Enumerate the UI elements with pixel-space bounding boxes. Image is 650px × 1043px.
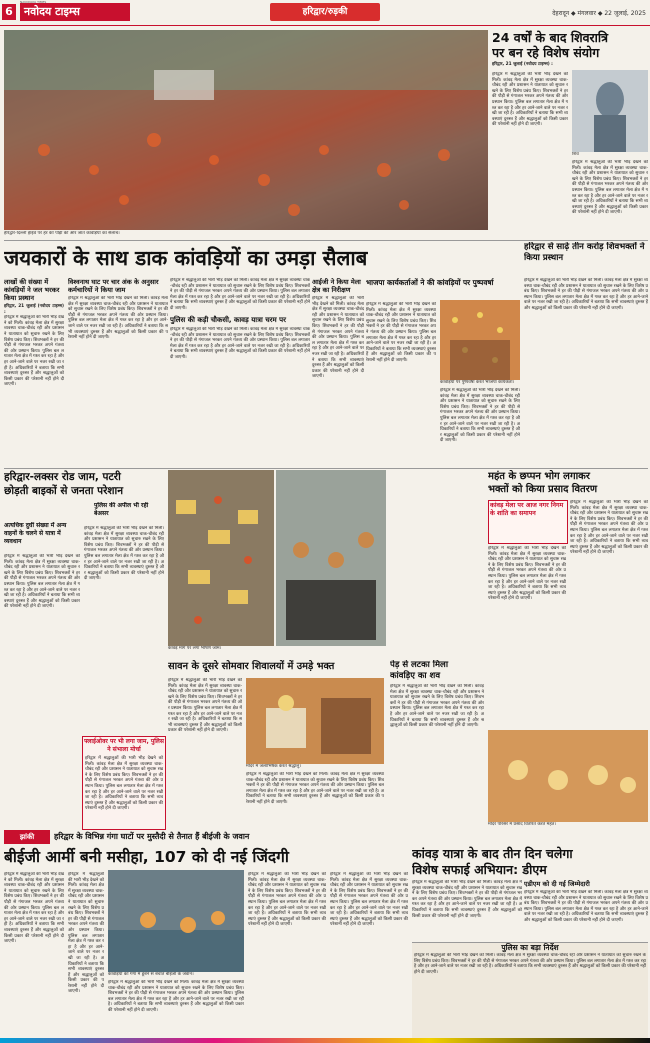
mahant-body-1: हरिद्वार में श्रद्धालुओं की भारी भीड़ देखने को मिली। कांवड़ मेला क्षेत्र में सुरक्षा व्यवस्था चाक-चौबंद रही और प्रशासन ने यातायात को सुचारु रखने के लिए विशेष प्रबंध किए। शिवभक्तों ने हर की पौड़ी से गंगाजल भरकर अपने गंतव्य की ओर प्रस्थान किया। पुलिस बल लगातार मेला क्षेत्र में गश्त कर रहा है और हर आने-जाने वाले पर नजर रखी जा रही है। अधिकारियों ने बताया कि सभी व्यवस्थाएं दुरुस्त हैं और श्रद्धालुओं को किसी प्रकार की परेशानी नहीं होने दी जाएगी।	[488, 546, 566, 602]
traffic-headline-2: छोड़ती बाइकों से जनता परेशान	[4, 485, 124, 497]
tree-headline-1: पेड़ से लटका मिला	[390, 660, 449, 670]
date-line: देहरादून ◆ मंगलवार ◆ 22 जुलाई, 2025	[552, 10, 646, 17]
temple-image	[246, 678, 384, 764]
paper-name-text: नवोदय टाइम्स	[24, 5, 80, 18]
mahant-headline-1: महंत के छप्पन भोग लगाकर	[488, 471, 590, 482]
footer-strip	[0, 1038, 650, 1043]
shivratri-headline-2: पर बन रहे विशेष संयोग	[492, 45, 600, 60]
beg-body-1: हरिद्वार में श्रद्धालुओं की भारी भीड़ देखने को मिली। कांवड़ मेला क्षेत्र में सुरक्षा व्यवस्था चाक-चौबंद रही और प्रशासन ने यातायात को सुचारु रखने के लिए विशेष प्रबंध किए। शिवभक्तों ने हर की पौड़ी से गंगाजल भरकर अपने गंतव्य की ओर प्रस्थान किया। पुलिस बल लगातार मेला क्षेत्र में गश्त कर रहा है और हर आने-जाने वाले पर नजर रखी जा रही है। अधिकारियों ने बताया कि सभी व्यवस्थाएं दुरुस्त हैं और श्रद्धालुओं को किसी प्रकार की परेशानी नहीं होने दी जाएगी।	[4, 872, 64, 945]
edition-text: हरिद्वार/रुड़की	[302, 7, 348, 17]
lead-col-1	[4, 278, 64, 460]
divider-1	[4, 240, 648, 241]
traffic-caption: कांवड़ मार्ग पर लगा भीषण जाम।	[168, 646, 222, 651]
bjp-story	[366, 278, 520, 468]
lead-sub-1: लाखों की संख्या में कांवड़ियों ने जल भरकर किया प्रस्थान	[4, 278, 60, 302]
clean-headline-2: विशेष सफाई अभियान: डीएम	[412, 862, 547, 877]
traffic-photo	[168, 470, 274, 646]
beg-body-2: हरिद्वार में श्रद्धालुओं की भारी भीड़ देखने को मिली। कांवड़ मेला क्षेत्र में सुरक्षा व्यवस्था चाक-चौबंद रही और प्रशासन ने यातायात को सुचारु रखने के लिए विशेष प्रबंध किए। शिवभक्तों ने हर की पौड़ी से गंगाजल भरकर अपने गंतव्य की ओर प्रस्थान किया। पुलिस बल लगातार मेला क्षेत्र में गश्त कर रहा है और हर आने-जाने वाले पर नजर रखी जा रही है। अधिकारियों ने बताया कि सभी व्यवस्थाएं दुरुस्त हैं और श्रद्धालुओं को किसी प्रकार की परेशानी नहीं होने दी जाएगी।	[68, 872, 104, 995]
traffic-story	[4, 470, 164, 730]
sawan-story	[168, 660, 384, 828]
lead-body-2: हरिद्वार में श्रद्धालुओं की भारी भीड़ देखने को मिली। कांवड़ मेला क्षेत्र में सुरक्षा व्यवस्था चाक-चौबंद रही और प्रशासन ने यातायात को सुचारु रखने के लिए विशेष प्रबंध किए। शिवभक्तों ने हर की पौड़ी से गंगाजल भरकर अपने गंतव्य की ओर प्रस्थान किया। पुलिस बल लगातार मेला क्षेत्र में गश्त कर रहा है और हर आने-जाने वाले पर नजर रखी जा रही है। अधिकारियों ने बताया कि सभी व्यवस्थाएं दुरुस्त हैं और श्रद्धालुओं को किसी प्रकार की परेशानी नहीं होने दी जाएगी।	[68, 296, 168, 341]
lead-body-5: हरिद्वार में श्रद्धालुओं की भारी भीड़ देखने को मिली। कांवड़ मेला क्षेत्र में सुरक्षा व्यवस्था चाक-चौबंद रही और प्रशासन ने यातायात को सुचारु रखने के लिए विशेष प्रबंध किए। शिवभक्तों ने हर की पौड़ी से गंगाजल भरकर अपने गंतव्य की ओर प्रस्थान किया। पुलिस बल लगातार मेला क्षेत्र में गश्त कर रहा है और हर आने-जाने वाले पर नजर रखी जा रही है। अधिकारियों ने बताया कि सभी व्यवस्थाएं दुरुस्त हैं और श्रद्धालुओं को किसी प्रकार की परेशानी नहीं होने दी जाएगी।	[312, 296, 364, 380]
lead-dateline: हरिद्वार, 21 जुलाई (नवोदय टाइम्स) :	[4, 304, 64, 315]
tree-body: हरिद्वार में श्रद्धालुओं की भारी भीड़ देखने को मिली। कांवड़ मेला क्षेत्र में सुरक्षा व्यवस्था चाक-चौबंद रही और प्रशासन ने यातायात को सुचारु रखने के लिए विशेष प्रबंध किए। शिवभक्तों ने हर की पौड़ी से गंगाजल भरकर अपने गंतव्य की ओर प्रस्थान किया। पुलिस बल लगातार मेला क्षेत्र में गश्त कर रहा है और हर आने-जाने वाले पर नजर रखी जा रही है। अधिकारियों ने बताया कि सभी व्यवस्थाएं दुरुस्त हैं और श्रद्धालुओं को किसी प्रकार की परेशानी नहीं होने दी जाएगी।	[390, 684, 484, 729]
flower-shower-image	[440, 300, 520, 380]
clean-box-title: पुलिस का बड़ा निर्देश	[501, 943, 559, 952]
shiva-photo	[572, 70, 648, 152]
police-box	[82, 736, 166, 830]
clean-body-1: हरिद्वार में श्रद्धालुओं की भारी भीड़ देखने को मिली। कांवड़ मेला क्षेत्र में सुरक्षा व्यवस्था चाक-चौबंद रही और प्रशासन ने यातायात को सुचारु रखने के लिए विशेष प्रबंध किए। शिवभक्तों ने हर की पौड़ी से गंगाजल भरकर अपने गंतव्य की ओर प्रस्थान किया। पुलिस बल लगातार मेला क्षेत्र में गश्त कर रहा है और हर आने-जाने वाले पर नजर रखी जा रही है। अधिकारियों ने बताया कि सभी व्यवस्थाएं दुरुस्त हैं और श्रद्धालुओं को किसी प्रकार की परेशानी नहीं होने दी जाएगी।	[412, 880, 522, 919]
sawan-photo	[246, 678, 384, 764]
mahant-body-2: हरिद्वार में श्रद्धालुओं की भारी भीड़ देखने को मिली। कांवड़ मेला क्षेत्र में सुरक्षा व्यवस्था चाक-चौबंद रही और प्रशासन ने यातायात को सुचारु रखने के लिए विशेष प्रबंध किए। शिवभक्तों ने हर की पौड़ी से गंगाजल भरकर अपने गंतव्य की ओर प्रस्थान किया। पुलिस बल लगातार मेला क्षेत्र में गश्त कर रहा है और हर आने-जाने वाले पर नजर रखी जा रही है। अधिकारियों ने बताया कि सभी व्यवस्थाएं दुरुस्त हैं और श्रद्धालुओं को किसी प्रकार की परेशानी नहीं होने दी जाएगी।	[570, 500, 648, 556]
jhanki-strip	[4, 830, 488, 844]
crore-story	[524, 242, 648, 467]
mahant-story	[488, 470, 648, 728]
traffic-photo-2	[276, 470, 386, 646]
lead-sub-4: आईजी ने किया मेला क्षेत्र का निरीक्षण	[312, 278, 361, 294]
bjp-photo	[440, 300, 520, 380]
lead-body-3: हरिद्वार में श्रद्धालुओं की भारी भीड़ देखने को मिली। कांवड़ मेला क्षेत्र में सुरक्षा व्यवस्था चाक-चौबंद रही और प्रशासन ने यातायात को सुचारु रखने के लिए विशेष प्रबंध किए। शिवभक्तों ने हर की पौड़ी से गंगाजल भरकर अपने गंतव्य की ओर प्रस्थान किया। पुलिस बल लगातार मेला क्षेत्र में गश्त कर रहा है और हर आने-जाने वाले पर नजर रखी जा रही है। अधिकारियों ने बताया कि सभी व्यवस्थाएं दुरुस्त हैं और श्रद्धालुओं को किसी प्रकार की परेशानी नहीं होने दी जाएगी।	[170, 278, 310, 311]
shiva-statue-image	[572, 70, 648, 152]
clean-box-body: हरिद्वार में श्रद्धालुओं की भारी भीड़ देखने को मिली। कांवड़ मेला क्षेत्र में सुरक्षा व्यवस्था चाक-चौबंद रही और प्रशासन ने यातायात को सुचारु रखने के लिए विशेष प्रबंध किए। शिवभक्तों ने हर की पौड़ी से गंगाजल भरकर अपने गंतव्य की ओर प्रस्थान किया। पुलिस बल लगातार मेला क्षेत्र में गश्त कर रहा है और हर आने-जाने वाले पर नजर रखी जा रही है। अधिकारियों ने बताया कि सभी व्यवस्थाएं दुरुस्त हैं और श्रद्धालुओं को किसी प्रकार की परेशानी नहीं होने दी जाएगी।	[414, 953, 646, 975]
masthead	[0, 0, 650, 26]
shivratri-headline-1: 24 वर्षों के बाद शिवरात्रि	[492, 30, 609, 45]
jhanki-text: हरिद्वार के विभिन्न गंगा घाटों पर मुस्तैदी से तैनात हैं बीईजी के जवान	[54, 832, 250, 841]
sawan-body-1: हरिद्वार में श्रद्धालुओं की भारी भीड़ देखने को मिली। कांवड़ मेला क्षेत्र में सुरक्षा व्यवस्था चाक-चौबंद रही और प्रशासन ने यातायात को सुचारु रखने के लिए विशेष प्रबंध किए। शिवभक्तों ने हर की पौड़ी से गंगाजल भरकर अपने गंतव्य की ओर प्रस्थान किया। पुलिस बल लगातार मेला क्षेत्र में गश्त कर रहा है और हर आने-जाने वाले पर नजर रखी जा रही है। अधिकारियों ने बताया कि सभी व्यवस्थाएं दुरुस्त हैं और श्रद्धालुओं को किसी प्रकार की परेशानी नहीं होने दी जाएगी।	[168, 678, 242, 734]
lead-headline-wrap	[4, 242, 484, 276]
crore-body: हरिद्वार में श्रद्धालुओं की भारी भीड़ देखने को मिली। कांवड़ मेला क्षेत्र में सुरक्षा व्यवस्था चाक-चौबंद रही और प्रशासन ने यातायात को सुचारु रखने के लिए विशेष प्रबंध किए। शिवभक्तों ने हर की पौड़ी से गंगाजल भरकर अपने गंतव्य की ओर प्रस्थान किया। पुलिस बल लगातार मेला क्षेत्र में गश्त कर रहा है और हर आने-जाने वाले पर नजर रखी जा रही है। अधिकारियों ने बताया कि सभी व्यवस्थाएं दुरुस्त हैं और श्रद्धालुओं को किसी प्रकार की परेशानी नहीं होने दी जाएगी।	[524, 278, 648, 311]
sawan-body-2: हरिद्वार में श्रद्धालुओं की भारी भीड़ देखने को मिली। कांवड़ मेला क्षेत्र में सुरक्षा व्यवस्था चाक-चौबंद रही और प्रशासन ने यातायात को सुचारु रखने के लिए विशेष प्रबंध किए। शिवभक्तों ने हर की पौड़ी से गंगाजल भरकर अपने गंतव्य की ओर प्रस्थान किया। पुलिस बल लगातार मेला क्षेत्र में गश्त कर रहा है और हर आने-जाने वाले पर नजर रखी जा रही है। अधिकारियों ने बताया कि सभी व्यवस्थाएं दुरुस्त हैं और श्रद्धालुओं को किसी प्रकार की परेशानी नहीं होने दी जाएगी।	[246, 772, 384, 805]
bjp-caption: कांवड़ियों पर पुष्पवर्षा करते भाजपा कार्यकर्ता।	[440, 380, 515, 385]
mahant-subbox-text: कांवड़ मेला पर आज नगर निगम के शांति का समापन	[490, 502, 564, 517]
lead-col-4	[312, 278, 364, 460]
bikes-image	[276, 470, 386, 646]
traffic-headline-1: हरिद्वार-लक्सर रोड जाम, पटरी	[4, 471, 121, 483]
rescue-image	[108, 870, 244, 972]
police-box-body: हरिद्वार में श्रद्धालुओं की भारी भीड़ देखने को मिली। कांवड़ मेला क्षेत्र में सुरक्षा व्यवस्था चाक-चौबंद रही और प्रशासन ने यातायात को सुचारु रखने के लिए विशेष प्रबंध किए। शिवभक्तों ने हर की पौड़ी से गंगाजल भरकर अपने गंतव्य की ओर प्रस्थान किया। पुलिस बल लगातार मेला क्षेत्र में गश्त कर रहा है और हर आने-जाने वाले पर नजर रखी जा रही है। अधिकारियों ने बताया कि सभी व्यवस्थाएं दुरुस्त हैं और श्रद्धालुओं को किसी प्रकार की परेशानी नहीं होने दी जाएगी।	[85, 756, 163, 812]
sawan-caption: मंदिर में जलाभिषेक करते श्रद्धालु।	[246, 764, 302, 769]
bjp-body-2: हरिद्वार में श्रद्धालुओं की भारी भीड़ देखने को मिली। कांवड़ मेला क्षेत्र में सुरक्षा व्यवस्था चाक-चौबंद रही और प्रशासन ने यातायात को सुचारु रखने के लिए विशेष प्रबंध किए। शिवभक्तों ने हर की पौड़ी से गंगाजल भरकर अपने गंतव्य की ओर प्रस्थान किया। पुलिस बल लगातार मेला क्षेत्र में गश्त कर रहा है और हर आने-जाने वाले पर नजर रखी जा रही है। अधिकारियों ने बताया कि सभी व्यवस्थाएं दुरुस्त हैं और श्रद्धालुओं को किसी प्रकार की परेशानी नहीं होने दी जाएगी।	[440, 388, 520, 444]
divider-2	[4, 468, 648, 469]
shivratri-dateline: हरिद्वार, 21 जुलाई (नवोदय टाइम्स) :	[492, 62, 553, 67]
edition-label	[270, 3, 380, 21]
lead-headline: जयकारों के साथ डाक कांवड़ियों का उमड़ा सैलाब	[4, 246, 368, 270]
top-crowd-photo	[4, 30, 488, 230]
lead-col-3	[170, 278, 310, 460]
beg-photo	[108, 870, 244, 972]
crore-headline: हरिद्वार से साढ़े तीन करोड़ शिवभक्तों ने किया प्रस्थान	[524, 242, 645, 263]
beg-body-3: हरिद्वार में श्रद्धालुओं की भारी भीड़ देखने को मिली। कांवड़ मेला क्षेत्र में सुरक्षा व्यवस्था चाक-चौबंद रही और प्रशासन ने यातायात को सुचारु रखने के लिए विशेष प्रबंध किए। शिवभक्तों ने हर की पौड़ी से गंगाजल भरकर अपने गंतव्य की ओर प्रस्थान किया। पुलिस बल लगातार मेला क्षेत्र में गश्त कर रहा है और हर आने-जाने वाले पर नजर रखी जा रही है। अधिकारियों ने बताया कि सभी व्यवस्थाएं दुरुस्त हैं और श्रद्धालुओं को किसी प्रकार की परेशानी नहीं होने दी जाएगी।	[108, 980, 244, 1013]
page-number: 6	[2, 4, 16, 20]
beg-body-4: हरिद्वार में श्रद्धालुओं की भारी भीड़ देखने को मिली। कांवड़ मेला क्षेत्र में सुरक्षा व्यवस्था चाक-चौबंद रही और प्रशासन ने यातायात को सुचारु रखने के लिए विशेष प्रबंध किए। शिवभक्तों ने हर की पौड़ी से गंगाजल भरकर अपने गंतव्य की ओर प्रस्थान किया। पुलिस बल लगातार मेला क्षेत्र में गश्त कर रहा है और हर आने-जाने वाले पर नजर रखी जा रही है। अधिकारियों ने बताया कि सभी व्यवस्थाएं दुरुस्त हैं और श्रद्धालुओं को किसी प्रकार की परेशानी नहीं होने दी जाएगी।	[248, 872, 326, 928]
lead-sub-3: पुलिस की कड़ी चौकसी, कावड़ यात्रा चरम पर	[170, 316, 286, 324]
traffic-sub-2: अत्यधिक दुर्घी संख्या में अन्य वाहनों के चलने से यात्रा में व्यवधान	[4, 522, 67, 545]
beg-caption: कांवड़ियों को गंगा में डूबने से बचाते बीईजी के जवान।	[108, 972, 194, 977]
traffic-body-1: हरिद्वार में श्रद्धालुओं की भारी भीड़ देखने को मिली। कांवड़ मेला क्षेत्र में सुरक्षा व्यवस्था चाक-चौबंद रही और प्रशासन ने यातायात को सुचारु रखने के लिए विशेष प्रबंध किए। शिवभक्तों ने हर की पौड़ी से गंगाजल भरकर अपने गंतव्य की ओर प्रस्थान किया। पुलिस बल लगातार मेला क्षेत्र में गश्त कर रहा है और हर आने-जाने वाले पर नजर रखी जा रही है। अधिकारियों ने बताया कि सभी व्यवस्थाएं दुरुस्त हैं और श्रद्धालुओं को किसी प्रकार की परेशानी नहीं होने दी जाएगी।	[4, 554, 80, 610]
masthead-rule	[0, 25, 650, 26]
bjp-headline: भाजपा कार्यकर्ताओं ने की कांवड़ियों पर पुष्पवर्षा	[366, 278, 494, 287]
crowd-image	[4, 30, 488, 230]
mahant-photo	[488, 730, 648, 822]
traffic-sub-1: पुलिस की अपील भी रही बेअसर	[94, 502, 149, 517]
police-box-title: फ्लाईओवर पर भी लगा जाम, पुलिस ने संभाला मोर्चा	[84, 738, 164, 753]
beg-headline: बीईजी आर्मी बनी मसीहा, 107 को दी नई जिंदगी	[4, 848, 289, 866]
clean-headline-1: कांवड़ यात्रा के बाद तीन दिन चलेगा	[412, 846, 573, 861]
mahant-caption: मंदिर परिसर में प्रसाद वितरित करते महंत।	[488, 822, 556, 827]
shivratri-body-2: हरिद्वार में श्रद्धालुओं की भारी भीड़ देखने को मिली। कांवड़ मेला क्षेत्र में सुरक्षा व्यवस्था चाक-चौबंद रही और प्रशासन ने यातायात को सुचारु रखने के लिए विशेष प्रबंध किए। शिवभक्तों ने हर की पौड़ी से गंगाजल भरकर अपने गंतव्य की ओर प्रस्थान किया। पुलिस बल लगातार मेला क्षेत्र में गश्त कर रहा है और हर आने-जाने वाले पर नजर रखी जा रही है। अधिकारियों ने बताया कि सभी व्यवस्थाएं दुरुस्त हैं और श्रद्धालुओं को किसी प्रकार की परेशानी नहीं होने दी जाएगी।	[572, 160, 648, 216]
shiva-caption: शिव	[572, 152, 579, 157]
lead-sub-2: विश्वनाथ घाट पर चार अंक के अनुसार कर्मचारियों ने किया जाम	[68, 278, 159, 294]
prasad-image	[488, 730, 648, 822]
lead-col-2	[68, 278, 168, 460]
sawan-headline: सावन के दूसरे सोमवार शिवालयों में उमड़े भक्त	[168, 661, 335, 672]
cleanliness-story	[412, 846, 648, 1038]
shivratri-story	[492, 30, 648, 240]
mahant-headline-2: भक्तों को किया प्रसाद वितरण	[488, 484, 598, 495]
paper-small: NAVODAYA TIMES	[20, 0, 47, 4]
shivratri-body-1: हरिद्वार में श्रद्धालुओं की भारी भीड़ देखने को मिली। कांवड़ मेला क्षेत्र में सुरक्षा व्यवस्था चाक-चौबंद रही और प्रशासन ने यातायात को सुचारु रखने के लिए विशेष प्रबंध किए। शिवभक्तों ने हर की पौड़ी से गंगाजल भरकर अपने गंतव्य की ओर प्रस्थान किया। पुलिस बल लगातार मेला क्षेत्र में गश्त कर रहा है और हर आने-जाने वाले पर नजर रखी जा रही है। अधिकारियों ने बताया कि सभी व्यवस्थाएं दुरुस्त हैं और श्रद्धालुओं को किसी प्रकार की परेशानी नहीं होने दी जाएगी।	[492, 72, 568, 128]
beg-story	[4, 846, 408, 1038]
jhanki-label: झांकी	[4, 830, 50, 844]
traffic-jam-image	[168, 470, 274, 646]
mahant-subbox	[488, 500, 568, 544]
paper-name	[20, 3, 130, 21]
tree-headline-2: कांवड़िए का शव	[390, 671, 441, 681]
beg-body-5: हरिद्वार में श्रद्धालुओं की भारी भीड़ देखने को मिली। कांवड़ मेला क्षेत्र में सुरक्षा व्यवस्था चाक-चौबंद रही और प्रशासन ने यातायात को सुचारु रखने के लिए विशेष प्रबंध किए। शिवभक्तों ने हर की पौड़ी से गंगाजल भरकर अपने गंतव्य की ओर प्रस्थान किया। पुलिस बल लगातार मेला क्षेत्र में गश्त कर रहा है और हर आने-जाने वाले पर नजर रखी जा रही है। अधिकारियों ने बताया कि सभी व्यवस्थाएं दुरुस्त हैं और श्रद्धालुओं को किसी प्रकार की परेशानी नहीं होने दी जाएगी।	[330, 872, 408, 928]
clean-body-2: हरिद्वार में श्रद्धालुओं की भारी भीड़ देखने को मिली। कांवड़ मेला क्षेत्र में सुरक्षा व्यवस्था चाक-चौबंद रही और प्रशासन ने यातायात को सुचारु रखने के लिए विशेष प्रबंध किए। शिवभक्तों ने हर की पौड़ी से गंगाजल भरकर अपने गंतव्य की ओर प्रस्थान किया। पुलिस बल लगातार मेला क्षेत्र में गश्त कर रहा है और हर आने-जाने वाले पर नजर रखी जा रही है। अधिकारियों ने बताया कि सभी व्यवस्थाएं दुरुस्त हैं और श्रद्धालुओं को किसी प्रकार की परेशानी नहीं होने दी जाएगी।	[524, 890, 648, 923]
tree-story	[390, 660, 484, 828]
lead-body-1: हरिद्वार में श्रद्धालुओं की भारी भीड़ देखने को मिली। कांवड़ मेला क्षेत्र में सुरक्षा व्यवस्था चाक-चौबंद रही और प्रशासन ने यातायात को सुचारु रखने के लिए विशेष प्रबंध किए। शिवभक्तों ने हर की पौड़ी से गंगाजल भरकर अपने गंतव्य की ओर प्रस्थान किया। पुलिस बल लगातार मेला क्षेत्र में गश्त कर रहा है और हर आने-जाने वाले पर नजर रखी जा रही है। अधिकारियों ने बताया कि सभी व्यवस्थाएं दुरुस्त हैं और श्रद्धालुओं को किसी प्रकार की परेशानी नहीं होने दी जाएगी।	[4, 315, 64, 388]
clean-sub: एडीएम को दी गई जिम्मेदारी	[524, 880, 590, 888]
bjp-body: हरिद्वार में श्रद्धालुओं की भारी भीड़ देखने को मिली। कांवड़ मेला क्षेत्र में सुरक्षा व्यवस्था चाक-चौबंद रही और प्रशासन ने यातायात को सुचारु रखने के लिए विशेष प्रबंध किए। शिवभक्तों ने हर की पौड़ी से गंगाजल भरकर अपने गंतव्य की ओर प्रस्थान किया। पुलिस बल लगातार मेला क्षेत्र में गश्त कर रहा है और हर आने-जाने वाले पर नजर रखी जा रही है। अधिकारियों ने बताया कि सभी व्यवस्थाएं दुरुस्त हैं और श्रद्धालुओं को किसी प्रकार की परेशानी नहीं होने दी जाएगी।	[366, 302, 436, 363]
top-photo-caption: हरिद्वार-दिल्ली हाईवे पर हर की पौड़ी की ओर जाते कांवड़ियों का सैलाब।	[4, 231, 120, 236]
traffic-body-2: हरिद्वार में श्रद्धालुओं की भारी भीड़ देखने को मिली। कांवड़ मेला क्षेत्र में सुरक्षा व्यवस्था चाक-चौबंद रही और प्रशासन ने यातायात को सुचारु रखने के लिए विशेष प्रबंध किए। शिवभक्तों ने हर की पौड़ी से गंगाजल भरकर अपने गंतव्य की ओर प्रस्थान किया। पुलिस बल लगातार मेला क्षेत्र में गश्त कर रहा है और हर आने-जाने वाले पर नजर रखी जा रही है। अधिकारियों ने बताया कि सभी व्यवस्थाएं दुरुस्त हैं और श्रद्धालुओं को किसी प्रकार की परेशानी नहीं होने दी जाएगी।	[84, 526, 164, 582]
lead-body-4: हरिद्वार में श्रद्धालुओं की भारी भीड़ देखने को मिली। कांवड़ मेला क्षेत्र में सुरक्षा व्यवस्था चाक-चौबंद रही और प्रशासन ने यातायात को सुचारु रखने के लिए विशेष प्रबंध किए। शिवभक्तों ने हर की पौड़ी से गंगाजल भरकर अपने गंतव्य की ओर प्रस्थान किया। पुलिस बल लगातार मेला क्षेत्र में गश्त कर रहा है और हर आने-जाने वाले पर नजर रखी जा रही है। अधिकारियों ने बताया कि सभी व्यवस्थाएं दुरुस्त हैं और श्रद्धालुओं को किसी प्रकार की परेशानी नहीं होने दी जाएगी।	[170, 327, 310, 360]
clean-box	[412, 942, 648, 1038]
